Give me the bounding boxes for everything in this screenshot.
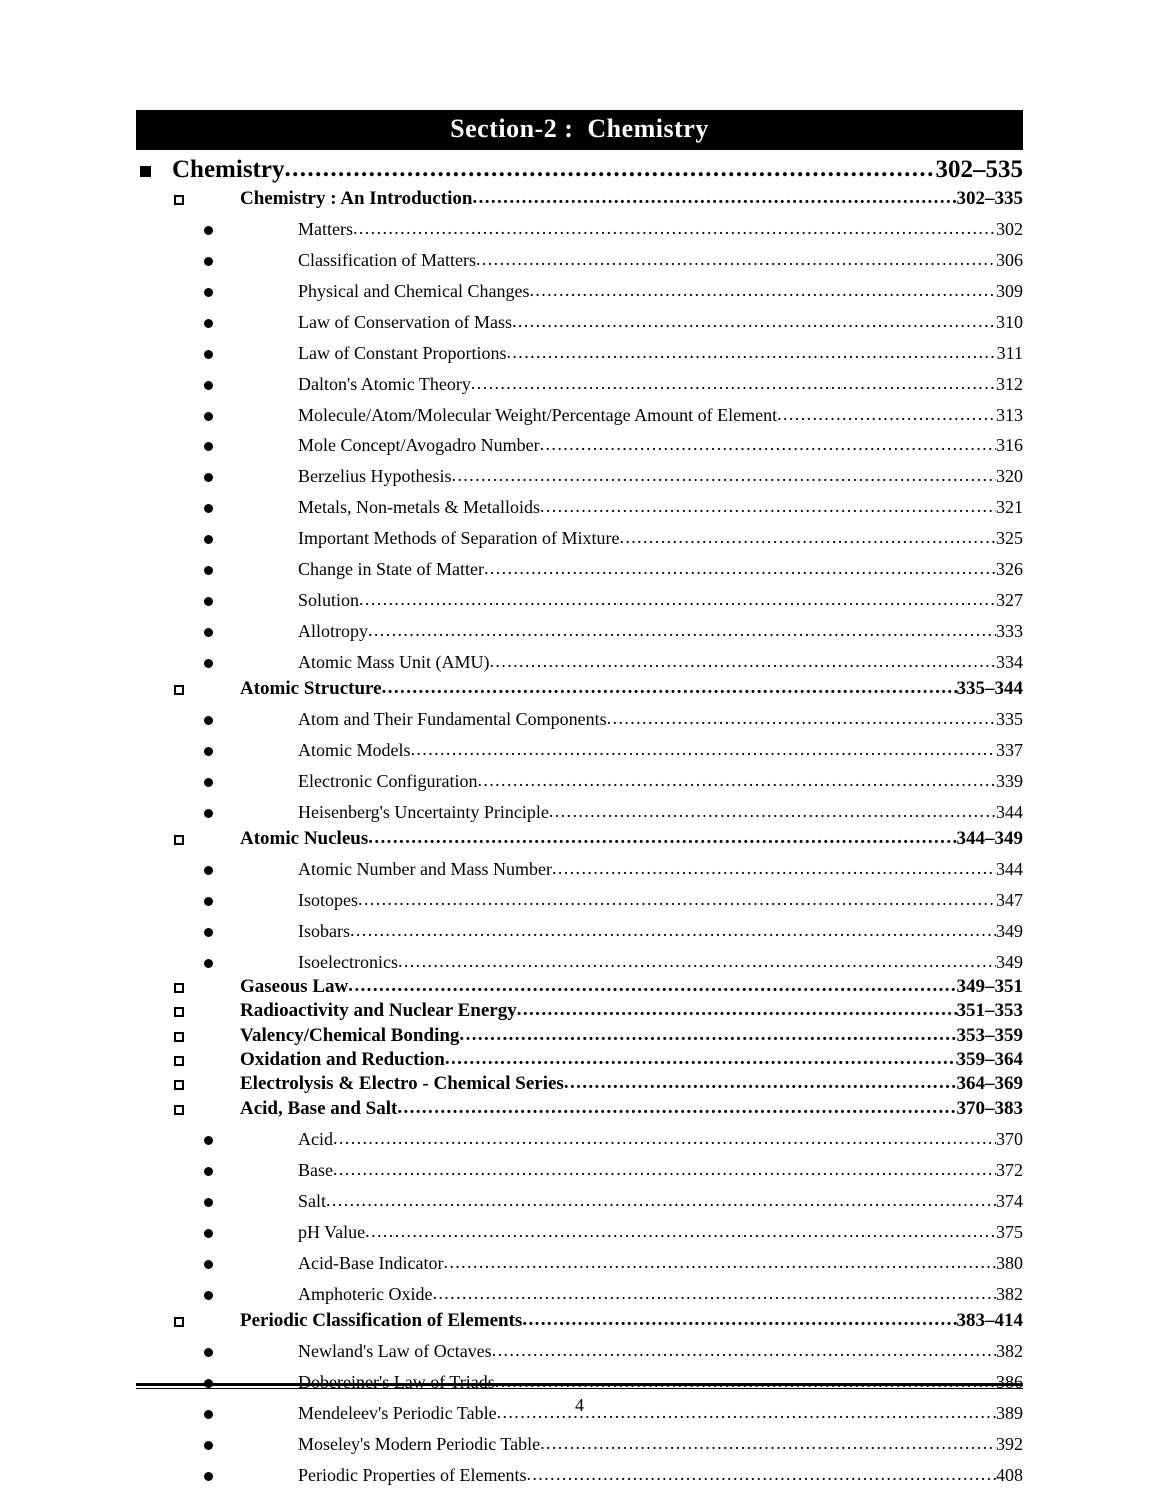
leader-dots bbox=[333, 1127, 996, 1151]
dot-icon bbox=[136, 597, 298, 606]
toc-entry-page: 302–535 bbox=[935, 156, 1023, 184]
toc-entry-page: 375 bbox=[996, 1221, 1023, 1242]
toc-entry-title: Isoelectronics bbox=[298, 952, 398, 973]
toc-entry-level3[interactable] bbox=[136, 770, 1023, 794]
toc-entry-page: 389 bbox=[996, 1402, 1023, 1423]
leader-dots bbox=[326, 1189, 996, 1213]
toc-entry-level3[interactable] bbox=[136, 1221, 1023, 1245]
toc-entry-level3[interactable] bbox=[136, 465, 1023, 489]
leader-dots bbox=[451, 464, 996, 488]
toc-entry-level3[interactable] bbox=[136, 311, 1023, 335]
leader-dots bbox=[564, 1071, 957, 1095]
toc-entry-title: Electrolysis & Electro - Chemical Series bbox=[240, 1073, 564, 1095]
toc-entry-page: 335–344 bbox=[956, 677, 1023, 699]
toc-entry-level3[interactable] bbox=[136, 801, 1023, 825]
dot-icon bbox=[136, 1229, 298, 1238]
toc-entry-page: 349 bbox=[996, 921, 1023, 942]
leader-dots bbox=[484, 557, 996, 581]
dot-icon bbox=[136, 381, 298, 390]
toc-entry-page: 408 bbox=[996, 1464, 1023, 1485]
toc-entry-level3[interactable] bbox=[136, 434, 1023, 458]
toc-entry-title: Electronic Configuration bbox=[298, 771, 478, 792]
toc-entry-level3[interactable] bbox=[136, 920, 1023, 944]
toc-entry-level3[interactable] bbox=[136, 858, 1023, 882]
dot-icon bbox=[136, 1198, 298, 1207]
toc-entry-title: Valency/Chemical Bonding bbox=[240, 1024, 460, 1046]
leader-dots bbox=[443, 1251, 996, 1275]
leader-dots bbox=[777, 403, 996, 427]
toc-entry-title: Gaseous Law bbox=[240, 976, 349, 998]
leader-dots bbox=[359, 588, 996, 612]
toc-entry-title: Allotropy bbox=[298, 621, 368, 642]
toc-entry-title: Metals, Non-metals & Metalloids bbox=[298, 497, 540, 518]
hollow-square-glyph bbox=[174, 1032, 184, 1042]
toc-entry-title: Salt bbox=[298, 1190, 327, 1211]
dot-icon bbox=[136, 1260, 298, 1269]
toc-entry-level3[interactable] bbox=[136, 651, 1023, 675]
dot-glyph bbox=[204, 1260, 213, 1269]
toc-entry-page: 364–369 bbox=[956, 1073, 1023, 1095]
toc-entry-level2[interactable] bbox=[136, 677, 1023, 701]
dot-glyph bbox=[204, 1291, 213, 1300]
hollow-square-icon bbox=[136, 194, 240, 204]
toc-entry-page: 344 bbox=[996, 859, 1023, 880]
toc-entry-page: 311 bbox=[996, 342, 1023, 363]
dot-glyph bbox=[204, 897, 213, 906]
toc-entry-level3[interactable] bbox=[136, 373, 1023, 397]
toc-entry-title: Law of Constant Proportions bbox=[298, 342, 507, 363]
dot-icon bbox=[136, 866, 298, 875]
dot-icon bbox=[136, 1291, 298, 1300]
toc-entry-level3[interactable] bbox=[136, 280, 1023, 304]
toc-entry-page: 349 bbox=[996, 952, 1023, 973]
dot-icon bbox=[136, 628, 298, 637]
footer-page-number: 4 bbox=[575, 1395, 584, 1415]
hollow-square-icon bbox=[136, 834, 240, 844]
toc-entry-title: Berzelius Hypothesis bbox=[298, 466, 452, 487]
dot-glyph bbox=[204, 747, 213, 756]
toc-entry-level3[interactable] bbox=[136, 496, 1023, 520]
toc-entry-title: Atomic Number and Mass Number bbox=[298, 859, 552, 880]
toc-entry-level3[interactable] bbox=[136, 889, 1023, 913]
toc-entry-title: Isobars bbox=[298, 921, 350, 942]
toc-entry-title: Acid-Base Indicator bbox=[298, 1252, 444, 1273]
toc-entry-title: Chemistry : An Introduction bbox=[240, 187, 473, 209]
leader-dots bbox=[492, 1339, 996, 1363]
toc-entry-page: 359–364 bbox=[956, 1049, 1023, 1071]
toc-entry-title: Heisenberg's Uncertainty Principle bbox=[298, 802, 549, 823]
leader-dots bbox=[552, 857, 996, 881]
toc-entry-page: 353–359 bbox=[956, 1024, 1023, 1046]
toc-entry-page: 325 bbox=[996, 528, 1023, 549]
toc-entry-page: 302 bbox=[996, 218, 1023, 239]
leader-dots bbox=[477, 769, 996, 793]
leader-dots bbox=[348, 974, 956, 998]
dot-glyph bbox=[204, 350, 213, 359]
toc-entry-page: 312 bbox=[996, 373, 1023, 394]
dot-icon bbox=[136, 319, 298, 328]
toc-entry-page: 372 bbox=[996, 1159, 1023, 1180]
toc-entry-page: 334 bbox=[996, 652, 1023, 673]
toc-entry-level2[interactable] bbox=[136, 999, 1023, 1023]
dot-icon bbox=[136, 226, 298, 235]
toc-entry-page: 383–414 bbox=[956, 1309, 1023, 1331]
toc-entry-page: 320 bbox=[996, 466, 1023, 487]
leader-dots bbox=[397, 1096, 956, 1120]
toc-entry-title: Amphoteric Oxide bbox=[298, 1283, 433, 1304]
hollow-square-glyph bbox=[174, 1105, 184, 1115]
leader-dots bbox=[398, 950, 996, 974]
hollow-square-glyph bbox=[174, 1056, 184, 1066]
dot-icon bbox=[136, 809, 298, 818]
dot-icon bbox=[136, 1441, 298, 1450]
dot-glyph bbox=[204, 809, 213, 818]
toc-entry-page: 344 bbox=[996, 802, 1023, 823]
page-footer bbox=[136, 1383, 1023, 1416]
filled-square-glyph bbox=[140, 166, 151, 177]
dot-glyph bbox=[204, 288, 213, 297]
leader-dots bbox=[540, 495, 996, 519]
toc-entry-title: Molecule/Atom/Molecular Weight/Percentage Amount of Element bbox=[298, 404, 778, 425]
leader-dots bbox=[507, 341, 997, 365]
dot-icon bbox=[136, 897, 298, 906]
toc-entry-title: Acid bbox=[298, 1128, 333, 1149]
toc-entry-level2[interactable] bbox=[136, 1309, 1023, 1333]
dot-glyph bbox=[204, 866, 213, 875]
dot-glyph bbox=[204, 566, 213, 575]
toc-entry-title: Newland's Law of Octaves bbox=[298, 1340, 492, 1361]
section-banner-title: Section-2 : Chemistry bbox=[136, 110, 1023, 150]
leader-dots bbox=[540, 433, 996, 457]
toc-entry-title: Solution bbox=[298, 590, 360, 611]
toc-entry-level3[interactable] bbox=[136, 951, 1023, 975]
toc-entry-level2[interactable] bbox=[136, 1048, 1023, 1072]
leader-dots bbox=[522, 1308, 956, 1332]
toc-entry-level3[interactable] bbox=[136, 1340, 1023, 1364]
toc-entry-level2[interactable] bbox=[136, 1024, 1023, 1048]
toc-entry-level2[interactable] bbox=[136, 827, 1023, 851]
leader-dots bbox=[459, 1023, 956, 1047]
dot-icon bbox=[136, 257, 298, 266]
dot-icon bbox=[136, 716, 298, 725]
toc-entry-title: pH Value bbox=[298, 1221, 366, 1242]
toc-entry-title: Acid, Base and Salt bbox=[240, 1097, 398, 1119]
toc-entry-title: Dobereiner's Law of Triads bbox=[298, 1371, 495, 1392]
leader-dots bbox=[350, 919, 996, 943]
hollow-square-icon bbox=[136, 1006, 240, 1016]
hollow-square-icon bbox=[136, 1104, 240, 1114]
hollow-square-glyph bbox=[174, 685, 184, 695]
toc-entry-title: Periodic Classification of Elements bbox=[240, 1309, 523, 1331]
toc-entry-level3[interactable] bbox=[136, 1190, 1023, 1214]
leader-dots bbox=[284, 154, 935, 184]
dot-glyph bbox=[204, 1441, 213, 1450]
toc-entry-page: 337 bbox=[996, 740, 1023, 761]
toc-entry-page: 382 bbox=[996, 1340, 1023, 1361]
hollow-square-icon bbox=[136, 684, 240, 694]
leader-dots bbox=[517, 998, 957, 1022]
dot-icon bbox=[136, 566, 298, 575]
toc-entry-title: Isotopes bbox=[298, 890, 358, 911]
toc-entry-title: Important Methods of Separation of Mixture bbox=[298, 528, 620, 549]
toc-entry-page: 306 bbox=[996, 249, 1023, 270]
dot-icon bbox=[136, 747, 298, 756]
dot-icon bbox=[136, 928, 298, 937]
dot-glyph bbox=[204, 597, 213, 606]
toc-entry-page: 335 bbox=[996, 709, 1023, 730]
dot-glyph bbox=[204, 1136, 213, 1145]
dot-glyph bbox=[204, 412, 213, 421]
toc-entry-title: Change in State of Matter bbox=[298, 559, 484, 580]
leader-dots bbox=[607, 707, 996, 731]
toc-entry-level3[interactable] bbox=[136, 1128, 1023, 1152]
toc-entry-page: 374 bbox=[996, 1190, 1023, 1211]
toc-entry-page: 386 bbox=[996, 1371, 1023, 1392]
toc-entry-page: 349–351 bbox=[956, 976, 1023, 998]
dot-icon bbox=[136, 1348, 298, 1357]
dot-glyph bbox=[204, 1472, 213, 1481]
toc-list bbox=[136, 155, 1023, 1488]
hollow-square-glyph bbox=[174, 983, 184, 993]
hollow-square-icon bbox=[136, 1055, 240, 1065]
hollow-square-glyph bbox=[174, 835, 184, 845]
dot-glyph bbox=[204, 442, 213, 451]
dot-icon bbox=[136, 350, 298, 359]
dot-icon bbox=[136, 1136, 298, 1145]
hollow-square-icon bbox=[136, 982, 240, 992]
toc-entry-page: 321 bbox=[996, 497, 1023, 518]
toc-entry-title: Moseley's Modern Periodic Table bbox=[298, 1433, 541, 1454]
toc-entry-level3[interactable] bbox=[136, 739, 1023, 763]
toc-entry-page: 347 bbox=[996, 890, 1023, 911]
dot-icon bbox=[136, 412, 298, 421]
leader-dots bbox=[358, 888, 996, 912]
toc-entry-page: 392 bbox=[996, 1433, 1023, 1454]
dot-glyph bbox=[204, 226, 213, 235]
dot-icon bbox=[136, 659, 298, 668]
hollow-square-glyph bbox=[174, 1317, 184, 1327]
dot-icon bbox=[136, 288, 298, 297]
toc-entry-level2[interactable] bbox=[136, 1097, 1023, 1121]
toc-content bbox=[136, 110, 1023, 1488]
toc-entry-page: 310 bbox=[996, 311, 1023, 332]
hollow-square-glyph bbox=[174, 195, 184, 205]
toc-entry-title: Mendeleev's Periodic Table bbox=[298, 1402, 497, 1423]
dot-icon bbox=[136, 778, 298, 787]
leader-dots bbox=[445, 1047, 957, 1071]
toc-entry-level3[interactable] bbox=[136, 620, 1023, 644]
hollow-square-icon bbox=[136, 1316, 240, 1326]
leader-dots bbox=[526, 1463, 996, 1487]
toc-entry-level3[interactable] bbox=[136, 708, 1023, 732]
toc-entry-page: 327 bbox=[996, 590, 1023, 611]
dot-glyph bbox=[204, 535, 213, 544]
toc-entry-page: 370 bbox=[996, 1128, 1023, 1149]
leader-dots bbox=[353, 217, 996, 241]
toc-entry-title: Classification of Matters bbox=[298, 249, 476, 270]
toc-entry-level3[interactable] bbox=[136, 342, 1023, 366]
leader-dots bbox=[472, 186, 956, 210]
leader-dots bbox=[471, 372, 996, 396]
toc-entry-level3[interactable] bbox=[136, 218, 1023, 242]
dot-glyph bbox=[204, 1198, 213, 1207]
leader-dots bbox=[540, 1432, 996, 1456]
toc-entry-level1[interactable] bbox=[136, 155, 1023, 185]
leader-dots bbox=[432, 1282, 996, 1306]
toc-entry-title: Atomic Nucleus bbox=[240, 828, 369, 850]
toc-entry-title: Radioactivity and Nuclear Energy bbox=[240, 1000, 517, 1022]
toc-entry-level3[interactable] bbox=[136, 1252, 1023, 1276]
hollow-square-icon bbox=[136, 1031, 240, 1041]
toc-entry-level3[interactable] bbox=[136, 527, 1023, 551]
toc-entry-page: 313 bbox=[996, 404, 1023, 425]
toc-entry-page: 309 bbox=[996, 280, 1023, 301]
toc-entry-level3[interactable] bbox=[136, 589, 1023, 613]
toc-entry-page: 339 bbox=[996, 771, 1023, 792]
toc-entry-level2[interactable] bbox=[136, 975, 1023, 999]
toc-entry-title: Physical and Chemical Changes bbox=[298, 280, 530, 301]
leader-dots bbox=[490, 650, 997, 674]
toc-entry-title: Periodic Properties of Elements bbox=[298, 1464, 527, 1485]
dot-glyph bbox=[204, 928, 213, 937]
toc-entry-level3[interactable] bbox=[136, 1464, 1023, 1488]
leader-dots bbox=[512, 310, 996, 334]
filled-square-icon bbox=[136, 166, 172, 177]
toc-entry-title: Atom and Their Fundamental Components bbox=[298, 709, 607, 730]
toc-entry-title: Mole Concept/Avogadro Number bbox=[298, 435, 540, 456]
leader-dots bbox=[529, 279, 996, 303]
footer-rule-thick bbox=[136, 1383, 1023, 1386]
dot-glyph bbox=[204, 778, 213, 787]
toc-entry-level2[interactable] bbox=[136, 187, 1023, 211]
toc-entry-page: 316 bbox=[996, 435, 1023, 456]
dot-icon bbox=[136, 959, 298, 968]
toc-entry-title: Matters bbox=[298, 218, 353, 239]
dot-icon bbox=[136, 535, 298, 544]
toc-entry-level3[interactable] bbox=[136, 1159, 1023, 1183]
toc-entry-title: Law of Conservation of Mass bbox=[298, 311, 512, 332]
toc-entry-page: 333 bbox=[996, 621, 1023, 642]
toc-entry-page: 344–349 bbox=[956, 828, 1023, 850]
toc-entry-level3[interactable] bbox=[136, 249, 1023, 273]
dot-glyph bbox=[204, 504, 213, 513]
leader-dots bbox=[382, 676, 957, 700]
toc-entry-page: 382 bbox=[996, 1283, 1023, 1304]
toc-entry-page: 370–383 bbox=[956, 1097, 1023, 1119]
leader-dots bbox=[549, 800, 996, 824]
dot-glyph bbox=[204, 1167, 213, 1176]
toc-entry-level3[interactable] bbox=[136, 1283, 1023, 1307]
leader-dots bbox=[476, 248, 996, 272]
dot-icon bbox=[136, 504, 298, 513]
dot-icon bbox=[136, 473, 298, 482]
leader-dots bbox=[333, 1158, 996, 1182]
toc-entry-level3[interactable] bbox=[136, 558, 1023, 582]
toc-entry-title: Base bbox=[298, 1159, 333, 1180]
hollow-square-icon bbox=[136, 1079, 240, 1089]
leader-dots bbox=[619, 526, 996, 550]
dot-glyph bbox=[204, 959, 213, 968]
toc-entry-level3[interactable] bbox=[136, 1433, 1023, 1457]
dot-glyph bbox=[204, 1348, 213, 1357]
leader-dots bbox=[368, 619, 996, 643]
dot-icon bbox=[136, 1472, 298, 1481]
toc-entry-page: 380 bbox=[996, 1252, 1023, 1273]
toc-entry-title: Dalton's Atomic Theory bbox=[298, 373, 471, 394]
dot-glyph bbox=[204, 659, 213, 668]
toc-entry-page: 326 bbox=[996, 559, 1023, 580]
leader-dots bbox=[411, 738, 997, 762]
dot-glyph bbox=[204, 628, 213, 637]
toc-entry-level3[interactable] bbox=[136, 404, 1023, 428]
toc-entry-title: Chemistry bbox=[172, 156, 285, 184]
dot-glyph bbox=[204, 257, 213, 266]
toc-entry-level2[interactable] bbox=[136, 1072, 1023, 1096]
hollow-square-glyph bbox=[174, 1007, 184, 1017]
toc-entry-title: Atomic Structure bbox=[240, 677, 382, 699]
dot-glyph bbox=[204, 473, 213, 482]
toc-entry-title: Atomic Mass Unit (AMU) bbox=[298, 652, 490, 673]
leader-dots bbox=[365, 1220, 996, 1244]
toc-entry-page: 351–353 bbox=[956, 1000, 1023, 1022]
dot-glyph bbox=[204, 319, 213, 328]
dot-icon bbox=[136, 442, 298, 451]
dot-glyph bbox=[204, 1229, 213, 1238]
footer-rule-thin bbox=[136, 1388, 1023, 1389]
toc-entry-page: 302–335 bbox=[956, 187, 1023, 209]
toc-entry-title: Oxidation and Reduction bbox=[240, 1049, 445, 1071]
toc-entry-title: Atomic Models bbox=[298, 740, 411, 761]
dot-glyph bbox=[204, 716, 213, 725]
leader-dots bbox=[368, 826, 956, 850]
hollow-square-glyph bbox=[174, 1080, 184, 1090]
dot-icon bbox=[136, 1167, 298, 1176]
dot-glyph bbox=[204, 381, 213, 390]
